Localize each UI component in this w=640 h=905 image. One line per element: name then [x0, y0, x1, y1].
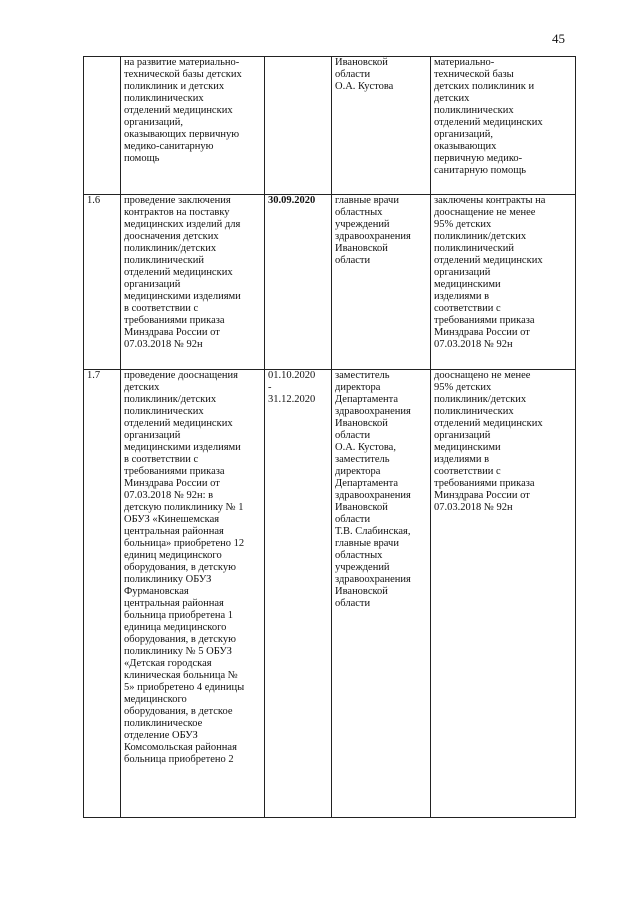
table-row [84, 370, 576, 818]
result-cell: заключены контракты на дооснащение не менее 95% детских поликлиник/детских поликлинический отделений медицинских организаций медицинскими изделиями в соответствии с требованиями приказа Минздрава России от 07.03.2018 № 92н [431, 195, 576, 370]
event-cell: проведение дооснащения детских поликлиник/детских поликлинических отделений медицинских организаций медицинскими изделиями в соответствии с требованиями приказа Минздрава России от 07.03.2018 № 92н: в детскую поликлинику № 1 ОБУЗ «Кинешемская центральная районная больница» приобретено 12 единиц медицинского оборудования, в детскую поликлинику ОБУЗ Фурмановская центральная районная больница приобретена 1 единица медицинского оборудования, в детскую поликлинику № 5 ОБУЗ «Детская городская клиническая больница № 5» приобретено 4 единицы медицинского оборудования, в детское поликлиническое отделение ОБУЗ Комсомольская районная больница приобретено 2 [121, 370, 265, 818]
deadline-cell [265, 57, 332, 195]
row-number-cell: 1.6 [84, 195, 121, 370]
result-cell: материально- технической базы детских поликлиник и детских поликлинических отделений медицинских организаций, оказывающих первичную медико- санитарную помощь [431, 57, 576, 195]
responsible-cell: Ивановской области О.А. Кустова [332, 57, 431, 195]
row-number-cell [84, 57, 121, 195]
table-row [84, 57, 576, 195]
responsible-cell: главные врачи областных учреждений здравоохранения Ивановской области [332, 195, 431, 370]
table-row [84, 195, 576, 370]
row-number-cell: 1.7 [84, 370, 121, 818]
responsible-cell: заместитель директора Департамента здравоохранения Ивановской области О.А. Кустова, заместитель директора Департамента здравоохранения Ивановской области Т.В. Слабинская, главные врачи областных учреждений здравоохранения Ивановской области [332, 370, 431, 818]
event-cell: на развитие материально- технической базы детских поликлиник и детских поликлинических отделений медицинских организаций, оказывающих первичную медико-санитарную помощь [121, 57, 265, 195]
deadline-cell: 01.10.2020 - 31.12.2020 [265, 370, 332, 818]
event-cell: проведение заключения контрактов на поставку медицинских изделий для доосначения детских поликлиник/детских поликлинический отделений медицинских организаций медицинскими изделиями в соответствии с требованиями приказа Минздрава России от 07.03.2018 № 92н [121, 195, 265, 370]
page-number: 45 [552, 31, 565, 46]
result-cell: дооснащено не менее 95% детских поликлиник/детских поликлинических отделений медицинских организаций медицинскими изделиями в соответствии с требованиями приказа Минздрава России от 07.03.2018 № 92н [431, 370, 576, 818]
activity-plan-table [83, 56, 576, 818]
deadline-cell: 30.09.2020 [265, 195, 332, 370]
